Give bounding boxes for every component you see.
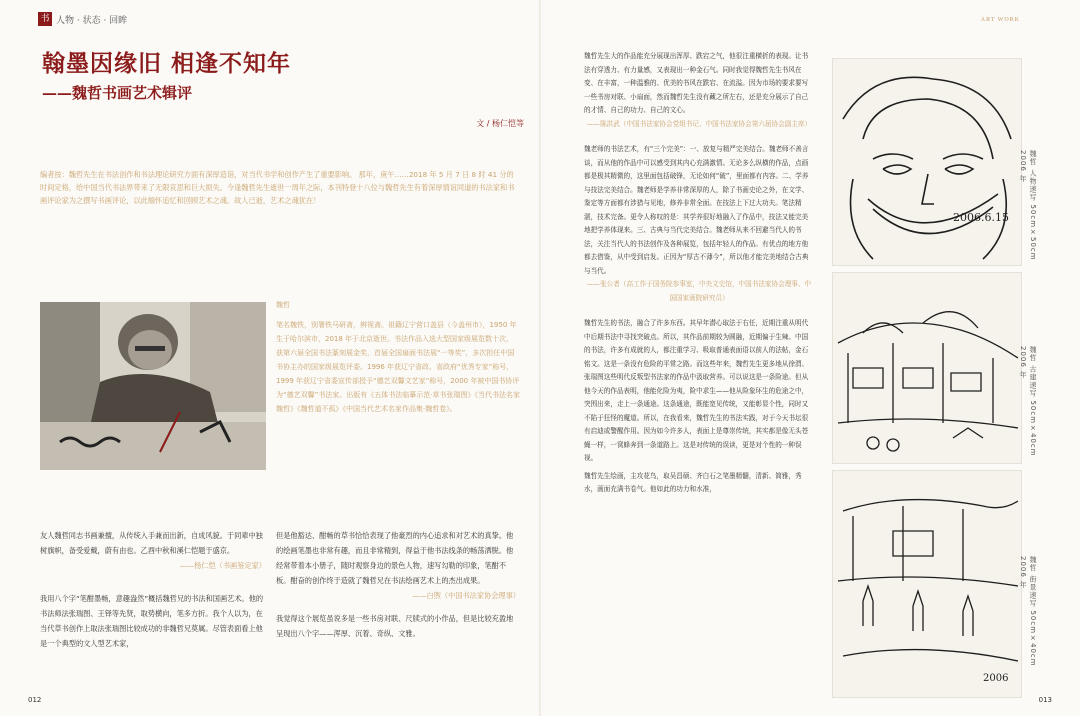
bio-text: 笔名魏铁，别署铁马研斋，辨视斋。祖籍辽宁营口盖县（今盖州市），1950 年生于哈尔滨市，2018 年于北京逝世。书法作品入选大型国家级展览数十次，获第六届全国书法篆刻展金奖，首届全国扇面书法展“一等奖”，多次担任中国书协主办的国家级展览评委。1996 年获辽宁省政、省政府“优秀专家”称号，1999 年获辽宁省委宣传部授予“德艺双馨文艺家”称号，2000 年被中国书协评为“德艺双馨”书法家。出版有《五体书法临摹示范·草书张瑞图》《当代书法名家魏哲》《魏哲道不孤》《中国当代艺术名家作品集·魏哲卷》。 [276,321,520,413]
left-column-2 [276,528,520,641]
paragraph: 魏哲先生大的作品能充分展现出浑厚、跌宕之气，他很注重横折的表现。让书法有穿透力、有力量感，又表现出一种金石气。同时我觉得魏哲先生书风在变、在丰富，一种温雅的、优美的书风在跌宕、在流溢。因为市场的要求要写一些书房对联、小扇面，然而魏哲先生没有藏之所左右，还是充分展示了自己的才情、自己的功力、自己的文心。 [584,52,809,114]
editor-note: 编者按：魏哲先生在书法创作和书法理论研究方面有深厚造诣，对当代书学和创作产生了重要影响。 那年，庚午……2018 年 5 月 7 日 8 时 41 分的时间定格，给中国当代书法界带来了无限哀思和巨大损失。今逢魏哲先生逝世一周年之际，本刊特登十八位与魏哲先生有着深厚情谊同道的书法家和书画评论家为之撰写书画评论，以此缅怀追忆和回顾艺术之魂。故人已逝，艺术之魂犹在！ [40,170,515,205]
section-label: 人物 · 状态 · 回眸 [56,16,128,26]
art-work-label: ART WORK [980,17,1020,23]
artist-portrait-photo [40,302,266,470]
page-number-left: 012 [28,696,42,704]
section-icon: 书 [38,12,52,26]
paragraph: 魏老师的书法艺术，有“三个完美”：一、放复与精严完美结合。魏老师不善言谈，而从他的作品中可以感受到其内心充满激情。无论多么纵横的作品，点画都是极其精微的，这里面包括破锋，无论如何“破”，里面都有内容。二、学养与技法完美结合。魏老师是学养非常深厚的人，除了书画史论之外，在文学、鉴定等方面都有涉猎与见地，修养非常全面。在技法上下过大功夫。笔法精湛，技术完备。更令人称叹的是：其学养很好地融入了作品中，技法又能完美地把学养体现来。三、古典与当代完美结合。魏老师从来不回避当代人的书法，关注当代人的书法创作及各种展览，包括年轻人的作品。有优点的地方他都去借鉴，从中受到启发。正因为“厚古不薄今”，所以他才能完美地结合古典与当代。 [584,145,809,275]
paragraph: 魏哲先生绘画，主攻花鸟，取吴昌硕、齐白石之笔墨精髓，清新、简雅，秀水，画面充满书卷气。他如此的功力和水准， [584,471,802,493]
artwork-signature: 2006 [983,673,1009,684]
right-column [584,50,814,497]
artwork-caption: 魏哲 古建速写 50cm×40cm 2006 年 [1019,346,1037,457]
artwork-signature: 2006.6.15 [953,211,1009,224]
article-title: 翰墨因缘旧 相逢不知年 [42,50,292,77]
artwork-portrait-sketch [832,58,1022,266]
artwork-street-sketch [832,470,1022,698]
page-number-right: 013 [1038,696,1052,704]
quote-attribution: ——张公者（高工作于国务院参事室，中央文史馆，中国书法家协会理事、中国国家画院研究员） [586,280,812,302]
paragraph: 友人魏哲同志书画兼擅，从传统入手兼而出新，自成风貌。于同辈中独树旗帜，备受爱戴，蔚有由也。乙酉中秋和溪仁恺题于盛京。 [40,531,263,555]
paragraph: 魏哲先生的书法，融合了许多东西。其早年潜心取法于右任，近期注重从明代中后期书法中寻找突破点。所以，其作品前期较为圆融，近期偏于生辣。中国的书法，许多有成就的人，都注重学习、吸取普通表面语以前人的法帖，金石铭文。这是一条没有危险的平常之路。而这些年来，魏哲先生更多地从徐渭、张瑞图这些明代反叛型书法家的作品中汲取营养。可以说这是一条险途。但从他今天的作品表明，他能化险为夷，险中求生——他从险象环生的危途之中，突围出来，走上一条通途。这条通途，既能宽见传统，又能彰显个性，同时又不陷于狂怪的魔道。所以，在我看来，魏哲先生的书法实践，对于今天书坛很有启迪或警醒作用。因为如今许多人，表面上是尊崇传统，其实都是像无头苍蝇一样，一窝蜂奔到一条道路上。这是对传统的误读，更是对个性的一种误视。 [584,319,809,462]
byline: 文 / 杨仁恺等 [476,119,524,128]
spine-divider [539,0,541,716]
artwork-caption: 魏哲 人物速写 50cm×50cm 2006 年 [1019,150,1037,261]
quote-attribution: ——杨仁恺（书画鉴定家） [179,561,266,570]
artwork-architecture-sketch [832,272,1022,464]
quote-attribution: ——白煦（中国书法家协会理事） [412,591,520,600]
quote-attribution: ——陈洪武（中国书法家协会党组书记、中国书法家协会第六届协会副主席） [586,119,812,128]
article-subtitle: ——魏哲书画艺术辑评 [42,84,193,102]
left-column-1 [40,528,266,651]
paragraph: 但是他豁达、酣畅的草书恰恰表现了他豪烈的内心追求和对艺术的真挚。他的绘画笔墨也非常有趣，而且非常精到，得益于他书法线条的畅荡洒脱。他经常带着本小册子，随时观察身边的景色人物，速写勾勒的印象，笔酣不板。酣奋的创作终于造就了魏哲兄在书法绘画艺术上的杰出成果。 [276,531,514,585]
artwork-caption: 魏哲 街景速写 50cm×40cm 2006 年 [1019,556,1037,667]
bio-name: 魏哲 [276,301,290,309]
paragraph: 我用八个字“笔酣墨畅，意趣盎然”概括魏哲兄的书法和国画艺术。他的书法师法张瑞图、王铎等先贤，取势横向，笔多方折。我个人以为，在当代草书创作上取法张瑞图比较成功的非魏哲兄莫属。尽管表面看上他是一个典型的文人型艺术家， [40,594,264,648]
paragraph: 我觉得这个展览虽说多是一些书房对联、尺牍式的小作品，但是比较充盈地呈现出八个字——浑厚、沉着、奇纵、文雅。 [276,614,514,638]
